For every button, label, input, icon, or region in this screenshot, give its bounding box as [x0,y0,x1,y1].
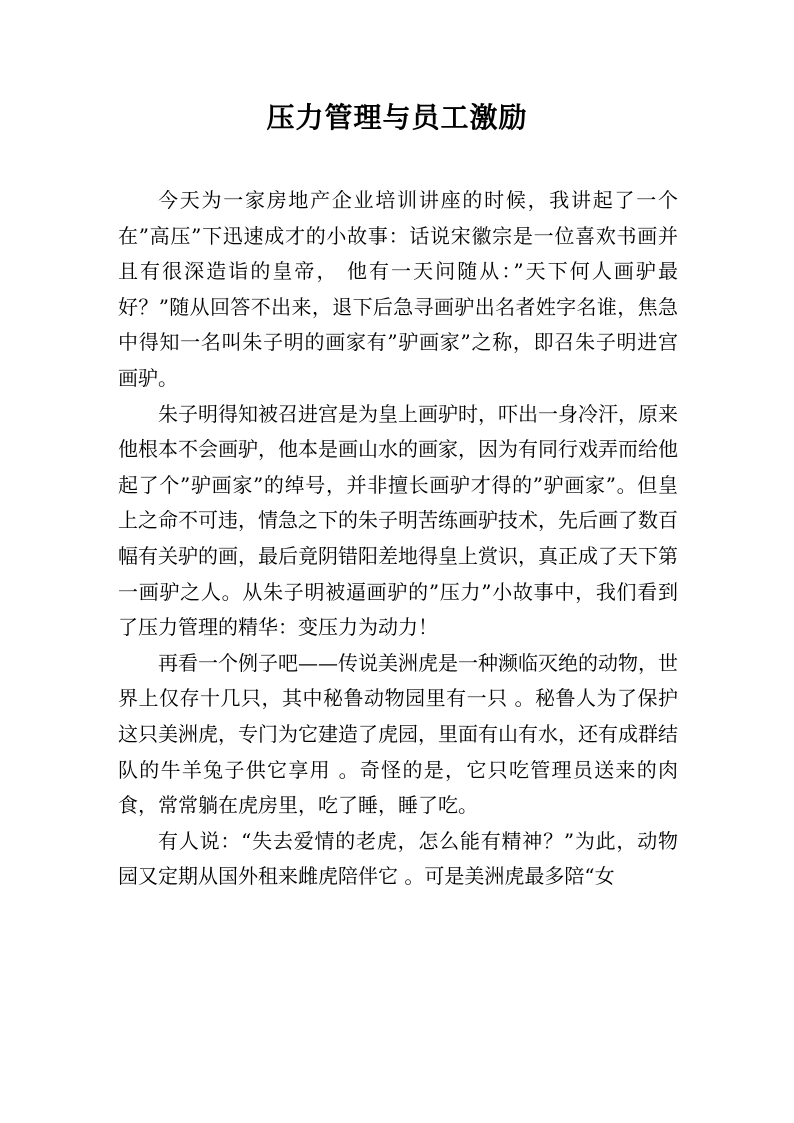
paragraph: 有人说：“失去爱情的老虎，怎么能有精神？”为此，动物园又定期从国外租来雌虎陪伴它 。可是美洲虎最多陪“女 [118,828,678,889]
document-title: 压力管理与员工激励 [266,101,528,134]
document-body [118,183,678,895]
paragraph: 再看一个例子吧——传说美洲虎是一种濒临灭绝的动物，世界上仅存十几只，其中秘鲁动物园里有一只 。秘鲁人为了保护这只美洲虎，专门为它建造了虎园，里面有山有水，还有成群结队的牛羊兔子供它享用 。奇怪的是，它只吃管理员送来的肉食，常常躺在虎房里，吃了睡，睡了吃。 [118,650,678,818]
paragraph: 朱子明得知被召进宫是为皇上画驴时，吓出一身冷汗，原来他根本不会画驴，他本是画山水的画家，因为有同行戏弄而给他起了个”驴画家”的绰号，并非擅长画驴才得的”驴画家”。但皇上之命不可违，情急之下的朱子明苦练画驴技术，先后画了数百幅有关驴的画，最后竟阴错阳差地得皇上赏识，真正成了天下第一画驴之人。从朱子明被逼画驴的”压力”小故事中，我们看到了压力管理的精华：变压力为动力！ [118,401,678,640]
paragraph: 今天为一家房地产企业培训讲座的时候，我讲起了一个在”高压”下迅速成才的小故事：话说宋徽宗是一位喜欢书画并且有很深造诣的皇帝， 他有一天问随从：”天下何人画驴最好？”随从回答不出来，退下后急寻画驴出名者姓字名谁，焦急中得知一名叫朱子明的画家有”驴画家”之称，即召朱子明进宫画驴。 [118,188,678,390]
